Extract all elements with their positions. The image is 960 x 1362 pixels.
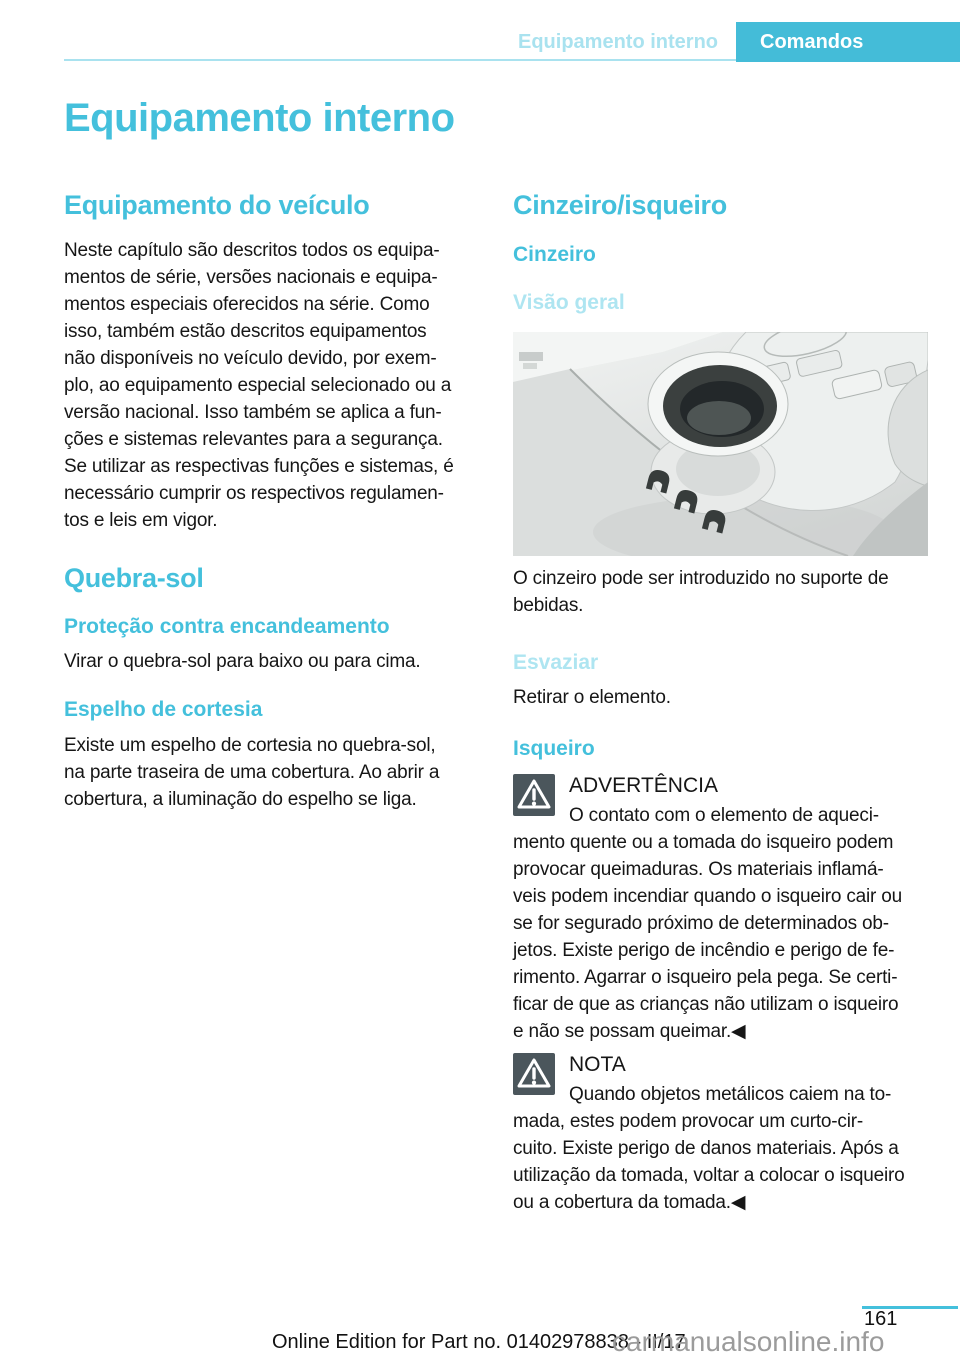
subheading-protecao-contra-encandeamento: Proteção contra encandeamento — [64, 615, 390, 638]
subheading-visao-geral: Visão geral — [513, 291, 625, 314]
edition-note: Online Edition for Part no. 01402978838 - II/17 — [272, 1331, 686, 1353]
paragraph-equipamento-do-veiculo: Neste capítulo são descritos todos os equipa- mentos de série, versões nacionais e equipa- mentos especiais oferecidos na série. Como isso, também estão descritos equipamentos não disponíveis no veículo devido, por exem- plo, ao equipamento especial selecionado ou a versão nacional. Isso também se aplica a fun- ções e sistemas relevantes para a segurança. Se utilizar as respectivas funções e sistemas, é necessário cumprir os respectivos regulamen- tos e leis em vigor. — [64, 240, 454, 531]
chapter-tab-label: Comandos — [760, 30, 864, 53]
watermark-text: carmanualsonline.info — [612, 1326, 885, 1357]
paragraph-espelho: Existe um espelho de cortesia no quebra-sol, na parte traseira de uma cobertura. Ao abrir a cobertura, a iluminação do espelho se liga. — [64, 735, 440, 810]
chapter-tab — [736, 22, 960, 62]
section-heading-equipamento-do-veiculo: Equipamento do veículo — [64, 190, 370, 220]
paragraph-protecao: Virar o quebra-sol para baixo ou para cima. — [64, 651, 421, 672]
note-text: Quando objetos metálicos caiem na to- mada, estes podem provocar um curto-cir- cuito. Existe perigo de danos materiais. Após a utilização da tomada, voltar a colocar o isqueiro ou a cobertura da tomada.◀ — [513, 1084, 905, 1213]
header-divider — [64, 59, 736, 61]
paragraph-esvaziar: Retirar o elemento. — [513, 687, 671, 708]
section-heading-quebra-sol: Quebra-sol — [64, 563, 204, 593]
warning-block — [513, 772, 943, 1045]
warning-triangle-icon — [513, 774, 555, 816]
warning-label: ADVERTÊNCIA — [569, 774, 718, 797]
breadcrumb-section-inactive: Equipamento interno — [518, 30, 718, 53]
right-column — [513, 190, 943, 1216]
subheading-esvaziar: Esvaziar — [513, 651, 599, 674]
note-label: NOTA — [569, 1053, 626, 1076]
page-number: 161 — [864, 1308, 898, 1330]
subheading-isqueiro: Isqueiro — [513, 737, 595, 760]
subheading-espelho-de-cortesia: Espelho de cortesia — [64, 698, 263, 721]
left-column — [64, 190, 492, 813]
note-block — [513, 1051, 943, 1216]
breadcrumb — [0, 22, 736, 62]
note-triangle-icon — [513, 1053, 555, 1095]
page-title: Equipamento interno — [64, 96, 455, 140]
subheading-cinzeiro: Cinzeiro — [513, 243, 596, 266]
figure-caption: O cinzeiro pode ser introduzido no suporte de bebidas. — [513, 568, 889, 616]
warning-text: O contato com o elemento de aqueci- mento quente ou a tomada do isqueiro podem provocar queimaduras. Os materiais inflamá- veis podem incendiar quando o isqueiro cair ou se for segurado próximo de determinados ob- jetos. Existe perigo de incêndio e perigo de fe- rimento. Agarrar o isqueiro pela pega. Se certi- ficar de que as crianças não utilizam o isqueiro e não se possam queimar.◀ — [513, 805, 902, 1042]
section-heading-cinzeiro-isqueiro: Cinzeiro/isqueiro — [513, 190, 727, 220]
console-ashtray-illustration — [513, 332, 928, 556]
